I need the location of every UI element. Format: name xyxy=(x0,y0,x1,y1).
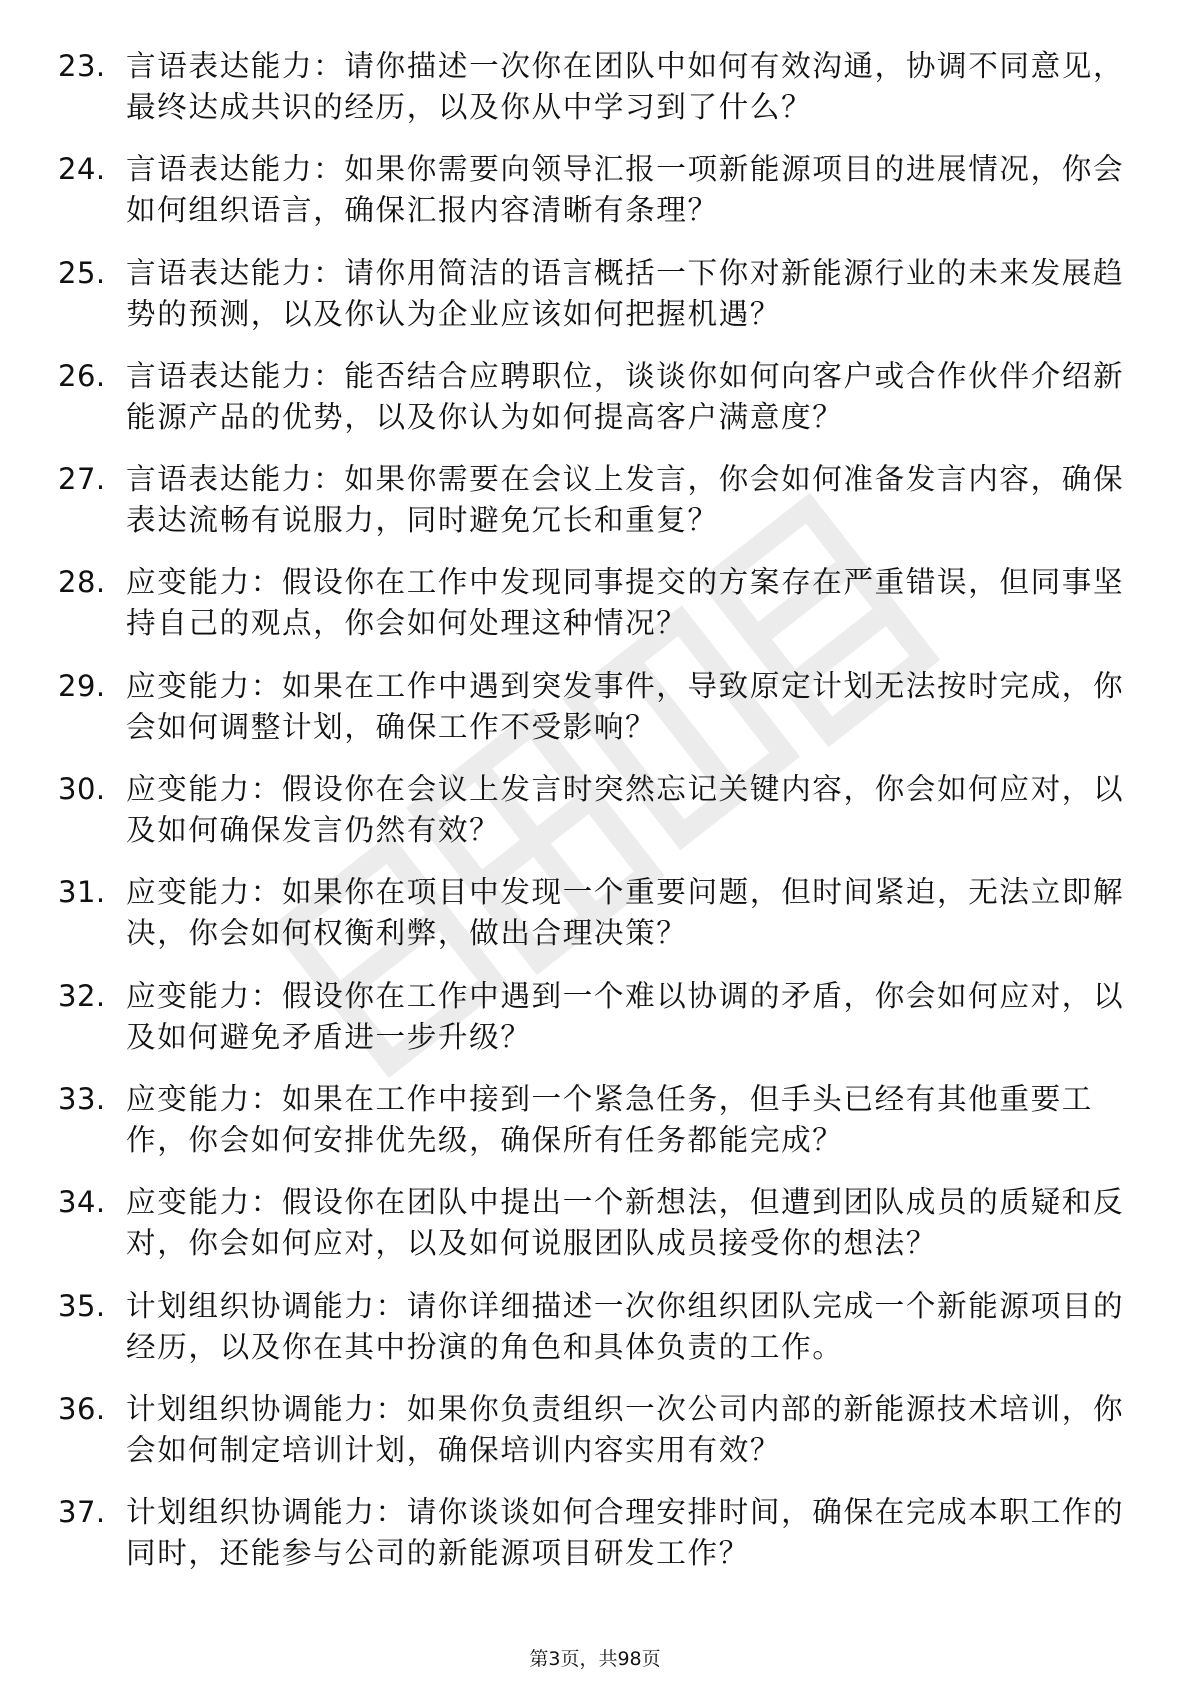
question-text: 应变能力：假设你在团队中提出一个新想法，但遭到团队成员的质疑和反对，你会如何应对，以及如何说服团队成员接受你的想法？ xyxy=(126,1185,1125,1261)
question-number: 25. xyxy=(58,255,106,290)
question-text: 言语表达能力：能否结合应聘职位，谈谈你如何向客户或合作伙伴介绍新能源产品的优势，以及你认为如何提高客户满意度？ xyxy=(126,358,1125,434)
question-number: 34. xyxy=(58,1185,106,1220)
question-list xyxy=(58,46,1128,1574)
question-item xyxy=(58,149,1128,231)
question-item xyxy=(58,666,1128,748)
question-number: 24. xyxy=(58,152,106,187)
question-text: 应变能力：如果你在项目中发现一个重要问题，但时间紧迫，无法立即解决，你会如何权衡利弊，做出合理决策？ xyxy=(126,875,1125,951)
question-text: 言语表达能力：请你描述一次你在团队中如何有效沟通，协调不同意见，最终达成共识的经历，以及你从中学习到了什么？ xyxy=(126,49,1125,124)
question-number: 27. xyxy=(58,462,106,497)
question-number: 30. xyxy=(58,772,106,807)
question-item xyxy=(58,1286,1128,1368)
question-item xyxy=(58,769,1128,851)
question-text: 计划组织协调能力：请你详细描述一次你组织团队完成一个新能源项目的经历，以及你在其中扮演的角色和具体负责的工作。 xyxy=(126,1288,1125,1364)
question-text: 言语表达能力：请你用简洁的语言概括一下你对新能源行业的未来发展趋势的预测，以及你认为企业应该如何把握机遇？ xyxy=(126,255,1125,331)
question-item xyxy=(58,976,1128,1058)
question-text: 应变能力：假设你在工作中发现同事提交的方案存在严重错误，但同事坚持自己的观点，你会如何处理这种情况？ xyxy=(126,565,1125,641)
question-text: 应变能力：如果在工作中遇到突发事件，导致原定计划无法按时完成，你会如何调整计划，确保工作不受影响？ xyxy=(126,668,1125,744)
question-text: 应变能力：如果在工作中接到一个紧急任务，但手头已经有其他重要工作，你会如何安排优先级，确保所有任务都能完成？ xyxy=(126,1081,1094,1157)
question-number: 31. xyxy=(58,875,106,910)
question-number: 33. xyxy=(58,1081,106,1116)
question-item xyxy=(58,1079,1128,1161)
question-number: 29. xyxy=(58,668,106,703)
question-number: 28. xyxy=(58,565,106,600)
question-item xyxy=(58,253,1128,335)
question-text: 言语表达能力：如果你需要向领导汇报一项新能源项目的进展情况，你会如何组织语言，确保汇报内容清晰有条理？ xyxy=(126,152,1125,228)
question-text: 言语表达能力：如果你需要在会议上发言，你会如何准备发言内容，确保表达流畅有说服力，同时避免冗长和重复？ xyxy=(126,462,1125,538)
question-text: 应变能力：假设你在会议上发言时突然忘记关键内容，你会如何应对，以及如何确保发言仍然有效？ xyxy=(126,772,1125,848)
question-number: 26. xyxy=(58,358,106,393)
question-item xyxy=(58,1492,1128,1574)
question-text: 计划组织协调能力：请你谈谈如何合理安排时间，确保在完成本职工作的同时，还能参与公司的新能源项目研发工作？ xyxy=(126,1495,1125,1571)
page-number-footer: 第3页，共98页 xyxy=(529,1648,661,1670)
question-text: 应变能力：假设你在工作中遇到一个难以协调的矛盾，你会如何应对，以及如何避免矛盾进一步升级？ xyxy=(126,978,1125,1054)
question-number: 36. xyxy=(58,1391,106,1426)
question-item xyxy=(58,872,1128,954)
question-item xyxy=(58,356,1128,438)
question-list-container xyxy=(58,46,1128,1595)
question-item xyxy=(58,1389,1128,1471)
question-number: 37. xyxy=(58,1495,106,1530)
question-item xyxy=(58,562,1128,644)
question-item xyxy=(58,1182,1128,1264)
question-number: 35. xyxy=(58,1288,106,1323)
question-item xyxy=(58,46,1128,128)
question-text: 计划组织协调能力：如果你负责组织一次公司内部的新能源技术培训，你会如何制定培训计划，确保培训内容实用有效？ xyxy=(126,1391,1125,1467)
question-number: 32. xyxy=(58,978,106,1013)
question-item xyxy=(58,459,1128,541)
question-number: 23. xyxy=(58,49,106,83)
